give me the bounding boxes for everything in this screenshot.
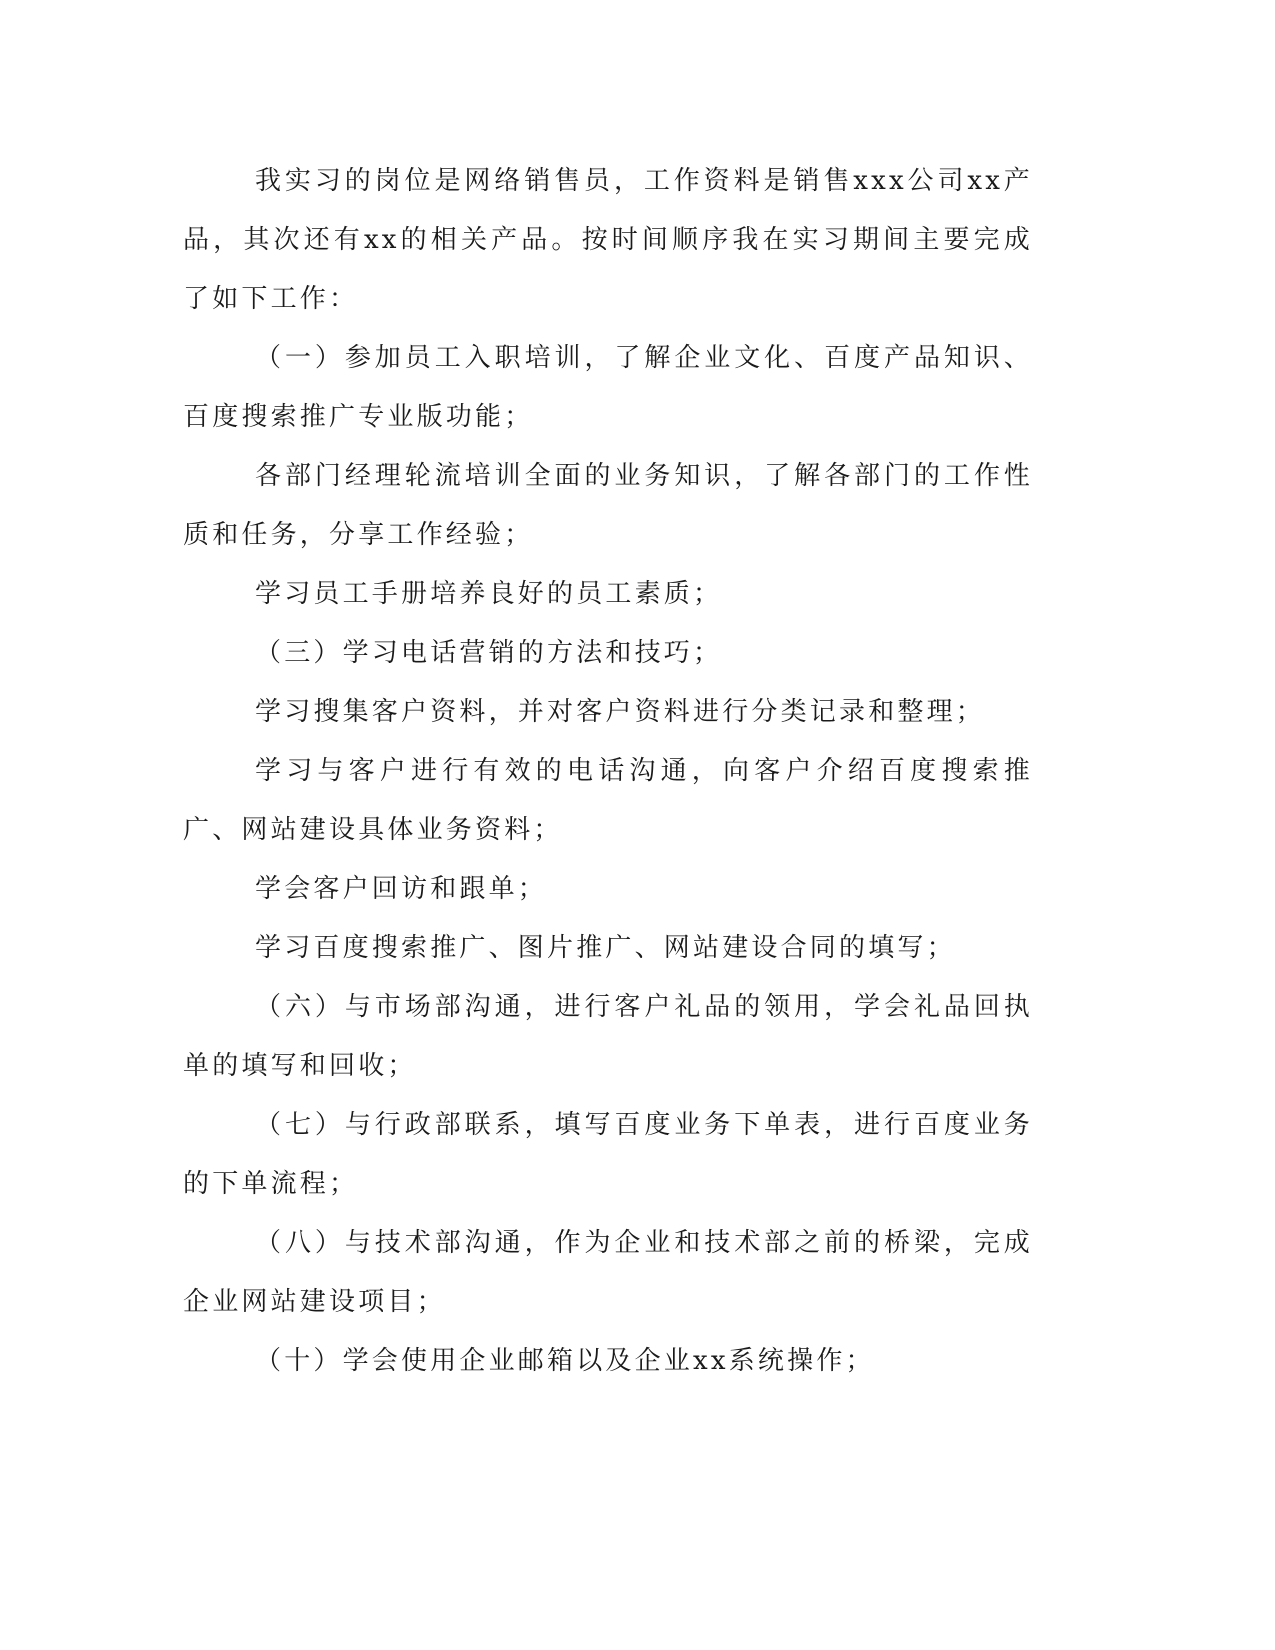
paragraph-item-10: （七）与行政部联系，填写百度业务下单表，进行百度业务的下单流程； [183,1110,1033,1199]
paragraph-item-12: （十）学会使用企业邮箱以及企业xx系统操作； [255,1346,875,1376]
paragraph-item-6: 学习与客户进行有效的电话沟通，向客户介绍百度搜索推广、网站建设具体业务资料； [183,756,1033,845]
paragraph-item-1: （一）参加员工入职培训，了解企业文化、百度产品知识、百度搜索推广专业版功能； [183,343,1033,432]
paragraph-item-9: （六）与市场部沟通，进行客户礼品的领用，学会礼品回执单的填写和回收； [183,992,1033,1081]
paragraph-item-4: （三）学习电话营销的方法和技巧； [255,638,723,668]
paragraph-item-2: 各部门经理轮流培训全面的业务知识，了解各部门的工作性质和任务，分享工作经验； [183,461,1033,550]
paragraph-item-3: 学习员工手册培养良好的员工素质； [255,579,723,609]
paragraph-intro: 我实习的岗位是网络销售员，工作资料是销售xxx公司xx产品，其次还有xx的相关产品。按时间顺序我在实习期间主要完成了如下工作： [183,166,1033,314]
paragraph-item-7: 学会客户回访和跟单； [255,874,548,904]
paragraph-item-11: （八）与技术部沟通，作为企业和技术部之前的桥梁，完成企业网站建设项目； [183,1228,1033,1317]
paragraph-item-5: 学习搜集客户资料，并对客户资料进行分类记录和整理； [255,697,986,727]
document-body [183,152,1033,1391]
paragraph-item-8: 学习百度搜索推广、图片推广、网站建设合同的填写； [255,933,956,963]
